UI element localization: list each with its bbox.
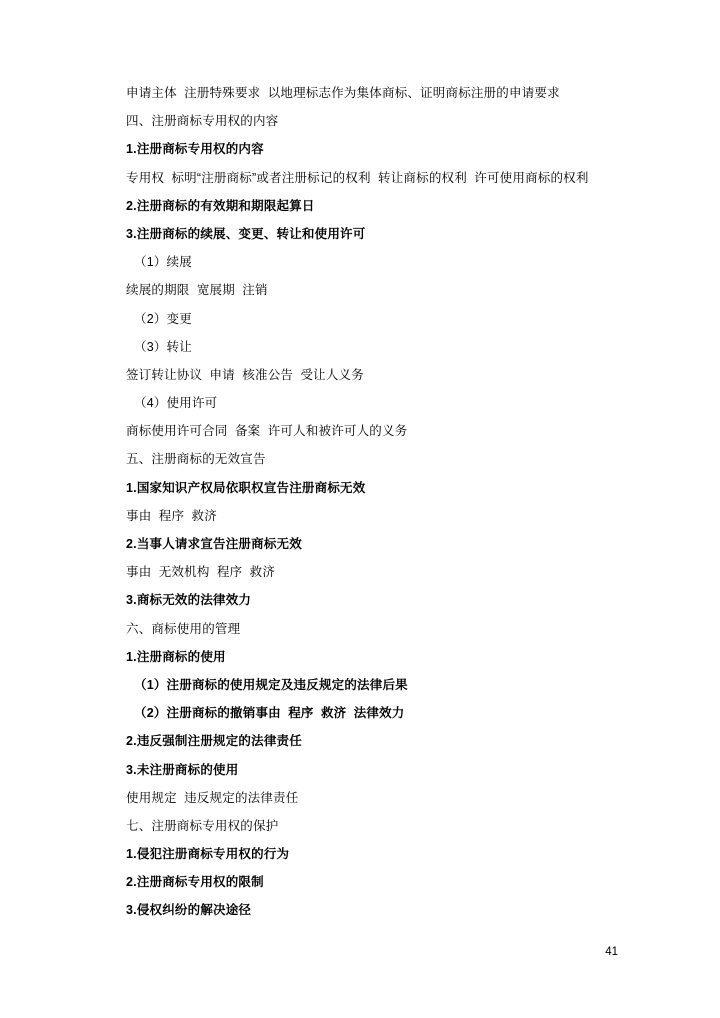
document-line: 2.违反强制注册规定的法律责任 (126, 734, 302, 749)
document-line: 使用规定 违反规定的法律责任 (126, 790, 299, 805)
document-line: 1.侵犯注册商标专用权的行为 (126, 847, 290, 862)
page-number: 41 (605, 946, 618, 958)
document-line: 五、注册商标的无效宣告 (126, 452, 266, 467)
document-line: 申请主体 注册特殊要求 以地理标志作为集体商标、证明商标注册的申请要求 (126, 86, 560, 100)
document-line: （2）注册商标的撤销事由 程序 救济 法律效力 (134, 706, 405, 721)
document-line: 1.注册商标的使用 (126, 649, 226, 664)
document-line: 1.注册商标专用权的内容 (126, 142, 264, 157)
document-body (126, 86, 596, 932)
document-line: （2）变更 (134, 311, 192, 326)
document-line: 3.注册商标的续展、变更、转让和使用许可 (126, 226, 366, 241)
document-line: 事由 无效机构 程序 救济 (126, 565, 276, 580)
document-line: 专用权 标明“注册商标”或者注册标记的权利 转让商标的权利 许可使用商标的权利 (126, 170, 589, 185)
document-line: 签订转让协议 申请 核准公告 受让人义务 (126, 367, 364, 382)
document-line: （4）使用许可 (134, 396, 218, 411)
document-line: 六、商标使用的管理 (126, 621, 241, 636)
document-line: 续展的期限 宽展期 注销 (126, 283, 268, 298)
document-line: （3）转让 (134, 339, 192, 354)
document-line: 3.商标无效的法律效力 (126, 593, 252, 608)
document-line: 1.国家知识产权局依职权宣告注册商标无效 (126, 480, 366, 495)
document-line: 四、注册商标专用权的内容 (126, 114, 279, 129)
document-line: 2.注册商标专用权的限制 (126, 875, 264, 890)
document-line: 2.当事人请求宣告注册商标无效 (126, 537, 302, 551)
document-line: （1）注册商标的使用规定及违反规定的法律后果 (134, 677, 408, 692)
document-line: 3.未注册商标的使用 (126, 762, 239, 777)
document-line: 商标使用许可合同 备案 许可人和被许可人的义务 (126, 424, 408, 439)
document-line: 2.注册商标的有效期和期限起算日 (126, 198, 315, 213)
document-line: 事由 程序 救济 (126, 508, 217, 523)
document-line: （1）续展 (134, 255, 192, 270)
document-line: 七、注册商标专用权的保护 (126, 818, 279, 833)
document-line: 3.侵权纠纷的解决途径 (126, 903, 252, 918)
